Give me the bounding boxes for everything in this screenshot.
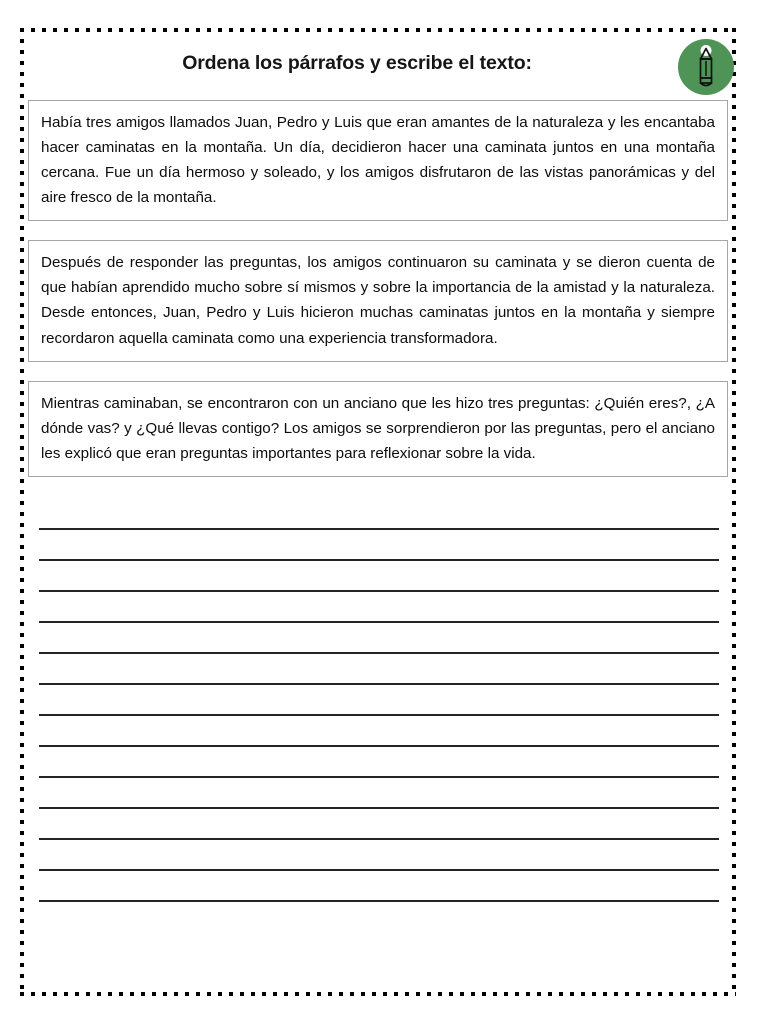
page-border-bottom	[20, 992, 736, 996]
writing-line[interactable]	[39, 623, 719, 654]
writing-line[interactable]	[39, 499, 719, 530]
writing-line[interactable]	[39, 871, 719, 902]
pencil-badge	[678, 39, 734, 95]
page-border-left	[20, 28, 24, 996]
writing-line[interactable]	[39, 778, 719, 809]
writing-line[interactable]	[39, 530, 719, 561]
paragraph-box-3[interactable]	[28, 381, 728, 477]
answer-writing-area[interactable]	[28, 499, 728, 902]
paragraph-text-1: Había tres amigos llamados Juan, Pedro y Luis que eran amantes de la naturaleza y les encantaba hacer caminatas en la montaña. Un día, decidieron hacer una caminata juntos en una montaña cercana. Fue un día hermoso y soleado, y los amigos disfrutaron de las vistas panorámicas y del aire fresco de la montaña.	[41, 114, 715, 207]
page-title: Ordena los párrafos y escribe el texto:	[182, 52, 532, 74]
writing-line[interactable]	[39, 840, 719, 871]
paragraph-text-3: Mientras caminaban, se encontraron con un anciano que les hizo tres preguntas: ¿Quién eres?, ¿A dónde vas? y ¿Qué llevas contigo? Los amigos se sorprendieron por las preguntas, pero el anciano les explicó que eran preguntas importantes para reflexionar sobre la vida.	[41, 394, 715, 462]
writing-line[interactable]	[39, 747, 719, 778]
worksheet-header	[28, 36, 728, 98]
writing-line[interactable]	[39, 809, 719, 840]
writing-line[interactable]	[39, 716, 719, 747]
paragraph-box-1[interactable]	[28, 100, 728, 221]
writing-line[interactable]	[39, 685, 719, 716]
writing-line[interactable]	[39, 654, 719, 685]
paragraph-text-2: Después de responder las preguntas, los amigos continuaron su caminata y se dieron cuenta de que habían aprendido mucho sobre sí mismos y sobre la importancia de la amistad y la naturaleza. Desde entonces, Juan, Pedro y Luis hicieron muchas caminatas juntos en la montaña y siempre recordaron aquella caminata como una experiencia transformadora.	[41, 254, 715, 347]
paragraph-box-2[interactable]	[28, 240, 728, 361]
writing-line[interactable]	[39, 592, 719, 623]
pencil-icon	[691, 45, 721, 89]
page-border-right	[732, 28, 736, 996]
writing-line[interactable]	[39, 561, 719, 592]
paragraph-list	[28, 100, 728, 477]
page-border-top	[20, 28, 736, 32]
worksheet-content	[28, 36, 728, 988]
